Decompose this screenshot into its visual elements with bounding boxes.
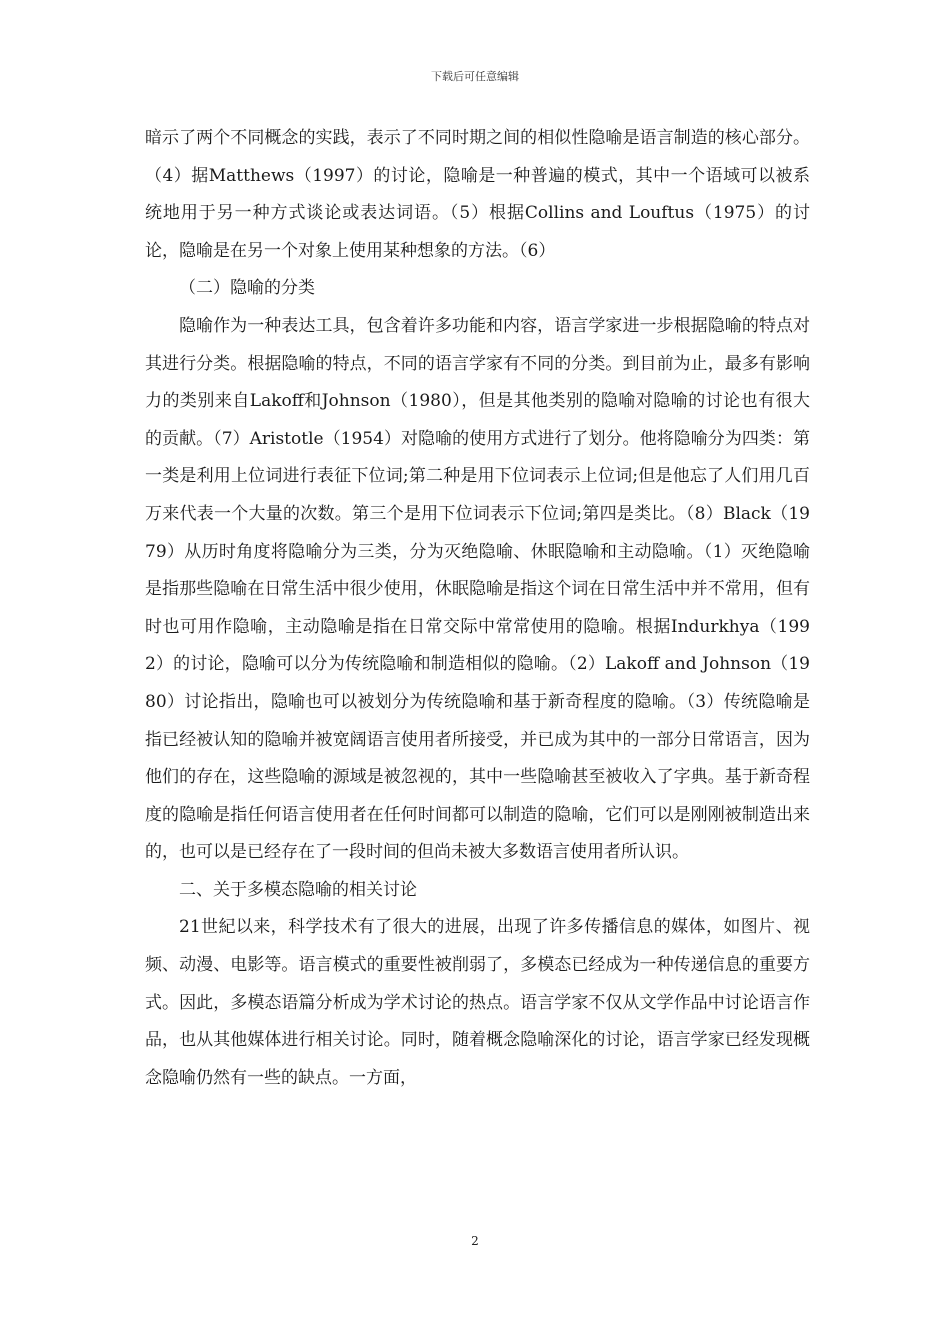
paragraph: 21世紀以来，科学技术有了很大的进展，出现了许多传播信息的媒体，如图片、视频、动漫、电影等。语言模式的重要性被削弱了，多模态已经成为一种传递信息的重要方式。因此，多模态语篇分析成为学术讨论的热点。语言学家不仅从文学作品中讨论语言作品，也从其他媒体进行相关讨论。同时，随着概念隐喻深化的讨论，语言学家已经发现概念隐喻仍然有一些的缺点。一方面， bbox=[145, 917, 810, 1088]
paragraph: 暗示了两个不同概念的实践，表示了不同时期之间的相似性隐喻是语言制造的核心部分。（4）据Matthews（1997）的讨论，隐喻是一种普遍的模式，其中一个语域可以被系统地用于另一种方式谈论或表达词语。（5）根据Collins and Louftus（1975）的讨论，隐喻是在另一个对象上使用某种想象的方法。（6） bbox=[145, 128, 810, 261]
document-body bbox=[145, 120, 810, 1097]
section-heading: （二）隐喻的分类 bbox=[179, 278, 315, 299]
page-number: 2 bbox=[471, 1234, 479, 1248]
page-header: 下载后可任意编辑 bbox=[431, 70, 519, 83]
paragraph: 隐喻作为一种表达工具，包含着许多功能和内容，语言学家进一步根据隐喻的特点对其进行分类。根据隐喻的特点，不同的语言学家有不同的分类。到目前为止，最多有影响力的类别来自Lakoff和Johnson（1980），但是其他类别的隐喻对隐喻的讨论也有很大的贡献。（7）Aristotle（1954）对隐喻的使用方式进行了划分。他将隐喻分为四类：第一类是利用上位词进行表征下位词;第二种是用下位词表示上位词;但是他忘了人们用几百万来代表一个大量的次数。第三个是用下位词表示下位词;第四是类比。（8）Black（1979）从历时角度将隐喻分为三类，分为灭绝隐喻、休眠隐喻和主动隐喻。（1）灭绝隐喻是指那些隐喻在日常生活中很少使用，休眠隐喻是指这个词在日常生活中并不常用，但有时也可用作隐喻，主动隐喻是指在日常交际中常常使用的隐喻。根据Indurkhya（1992）的讨论，隐喻可以分为传统隐喻和制造相似的隐喻。（2）Lakoff and Johnson（1980）讨论指出，隐喻也可以被划分为传统隐喻和基于新奇程度的隐喻。（3）传统隐喻是指已经被认知的隐喻并被宽阔语言使用者所接受，并已成为其中的一部分日常语言，因为他们的存在，这些隐喻的源域是被忽视的，其中一些隐喻甚至被收入了字典。基于新奇程度的隐喻是指任何语言使用者在任何时间都可以制造的隐喻，它们可以是刚刚被制造出来的，也可以是已经存在了一段时间的但尚未被大多数语言使用者所认识。 bbox=[145, 315, 810, 863]
section-heading: 二、关于多模态隐喻的相关讨论 bbox=[179, 879, 417, 900]
